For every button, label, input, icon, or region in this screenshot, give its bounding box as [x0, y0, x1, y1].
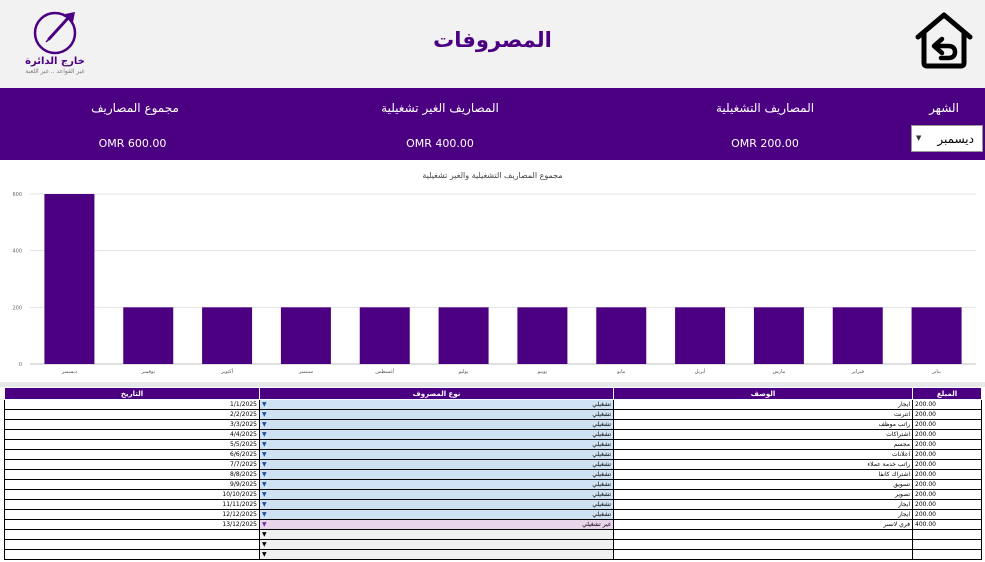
cell-type-value: تشغيلي — [592, 490, 611, 498]
cell-amount[interactable]: 200.00 — [913, 490, 982, 500]
cell-type-value: تشغيلي — [592, 400, 611, 408]
dropdown-arrow-icon: ▼ — [262, 490, 267, 498]
cell-amount[interactable] — [913, 550, 982, 560]
chart-bar — [833, 307, 883, 364]
chart-bar — [754, 307, 804, 364]
cell-type-value: تشغيلي — [592, 430, 611, 438]
total-expenses-value: OMR 600.00 — [98, 137, 167, 150]
chart-bar — [912, 307, 962, 364]
dropdown-arrow-icon: ▼ — [262, 520, 267, 528]
cell-description[interactable]: ايجار — [614, 510, 913, 520]
header-type: نوع المصروف — [260, 388, 614, 400]
table-row — [5, 420, 982, 430]
chart-bar — [439, 307, 489, 364]
y-tick-label: 0 — [18, 362, 22, 368]
table-row — [5, 490, 982, 500]
page-title: المصروفات — [433, 28, 552, 52]
cell-amount[interactable]: 200.00 — [913, 460, 982, 470]
chart-bar — [202, 307, 252, 364]
x-tick-label: مارس — [772, 369, 786, 375]
cell-type-select[interactable] — [260, 510, 614, 520]
cell-description[interactable] — [614, 550, 913, 560]
cell-amount[interactable]: 200.00 — [913, 480, 982, 490]
nonoperating-expenses-label: المصاريف الغير تشغيلية — [381, 101, 499, 115]
cell-amount[interactable]: 200.00 — [913, 440, 982, 450]
cell-description[interactable]: مجسم — [614, 440, 913, 450]
x-tick-label: سبتمبر — [298, 369, 314, 375]
cell-type-value: تشغيلي — [592, 460, 611, 468]
cell-type-value: تشغيلي — [592, 500, 611, 508]
dropdown-arrow-icon: ▼ — [262, 410, 267, 418]
x-tick-label: أبريل — [694, 369, 706, 375]
dropdown-arrow-icon: ▼ — [262, 550, 267, 558]
cell-type-select[interactable] — [260, 500, 614, 510]
month-label: الشهر — [929, 101, 959, 115]
cell-type-select[interactable] — [260, 480, 614, 490]
cell-amount[interactable]: 400.00 — [913, 520, 982, 530]
chart-bar — [517, 307, 567, 364]
cell-type-select[interactable] — [260, 400, 614, 410]
cell-amount[interactable]: 200.00 — [913, 400, 982, 410]
cell-amount[interactable]: 200.00 — [913, 510, 982, 520]
month-select-value: ديسمبر — [937, 132, 974, 146]
cell-date[interactable]: 6/6/2025 — [5, 450, 260, 460]
table-row — [5, 470, 982, 480]
cell-date[interactable]: 3/3/2025 — [5, 420, 260, 430]
x-tick-label: يونيو — [537, 369, 548, 375]
chart-bar — [675, 307, 725, 364]
y-tick-label: 600 — [12, 192, 22, 198]
dropdown-arrow-icon: ▼ — [916, 134, 922, 142]
cell-type-select[interactable] — [260, 410, 614, 420]
cell-date[interactable]: 5/5/2025 — [5, 440, 260, 450]
chart-bar — [596, 307, 646, 364]
cell-date[interactable] — [5, 550, 260, 560]
cell-description[interactable]: راتب موظف — [614, 420, 913, 430]
x-tick-label: يناير — [932, 369, 941, 375]
cell-type-select[interactable] — [260, 420, 614, 430]
cell-amount[interactable]: 200.00 — [913, 470, 982, 480]
chart-bar — [44, 194, 94, 364]
logo-tagline: غير القواعد .. غير اللعبة — [25, 68, 85, 75]
dropdown-arrow-icon: ▼ — [262, 540, 267, 548]
table-row — [5, 440, 982, 450]
cell-description[interactable]: راتب خدمة عملاء — [614, 460, 913, 470]
table-row — [5, 540, 982, 550]
cell-description[interactable] — [614, 540, 913, 550]
cell-type-value: تشغيلي — [592, 440, 611, 448]
cell-type-select[interactable] — [260, 470, 614, 480]
dropdown-arrow-icon: ▼ — [262, 420, 267, 428]
x-tick-label: أغسطس — [375, 369, 395, 375]
cell-type-select[interactable] — [260, 440, 614, 450]
cell-type-select[interactable] — [260, 520, 614, 530]
expenses-table — [4, 387, 982, 560]
header-description: الوصف — [614, 388, 913, 400]
cell-type-value: تشغيلي — [592, 420, 611, 428]
cell-amount[interactable]: 200.00 — [913, 430, 982, 440]
cell-date[interactable]: 10/10/2025 — [5, 490, 260, 500]
cell-type-select[interactable] — [260, 450, 614, 460]
logo-name: خارج الدائرة — [25, 56, 85, 67]
cell-date[interactable]: 11/11/2025 — [5, 500, 260, 510]
table-row — [5, 500, 982, 510]
dropdown-arrow-icon: ▼ — [262, 530, 267, 538]
cell-type-select[interactable] — [260, 550, 614, 560]
cell-description[interactable]: فري لانسر — [614, 520, 913, 530]
cell-date[interactable]: 7/7/2025 — [5, 460, 260, 470]
cell-description[interactable]: اعلانات — [614, 450, 913, 460]
cell-date[interactable] — [5, 540, 260, 550]
cell-type-select[interactable] — [260, 540, 614, 550]
cell-date[interactable]: 8/8/2025 — [5, 470, 260, 480]
expenses-chart — [0, 160, 985, 382]
cell-date[interactable] — [5, 530, 260, 540]
table-row — [5, 400, 982, 410]
cell-description[interactable]: انترنت — [614, 410, 913, 420]
header-amount: المبلغ — [913, 388, 982, 400]
cell-type-select[interactable] — [260, 460, 614, 470]
summary-panel — [0, 88, 985, 160]
dropdown-arrow-icon: ▼ — [262, 480, 267, 488]
chart-bar — [281, 307, 331, 364]
x-tick-label: مايو — [617, 369, 626, 375]
cell-amount[interactable]: 200.00 — [913, 410, 982, 420]
cell-type-value: تشغيلي — [592, 410, 611, 418]
operating-expenses-value: OMR 200.00 — [731, 137, 799, 150]
operating-expenses-label: المصاريف التشغيلية — [715, 101, 815, 115]
cell-type-value: تشغيلي — [592, 480, 611, 488]
table-row — [5, 450, 982, 460]
cell-date[interactable]: 12/12/2025 — [5, 510, 260, 520]
cell-type-select[interactable] — [260, 430, 614, 440]
y-tick-label: 200 — [12, 305, 22, 312]
home-back-button[interactable] — [913, 10, 975, 70]
table-row — [5, 550, 982, 560]
cell-type-value: تشغيلي — [592, 470, 611, 478]
dropdown-arrow-icon: ▼ — [262, 430, 267, 438]
cell-date[interactable]: 4/4/2025 — [5, 430, 260, 440]
cell-type-value: تشغيلي — [592, 510, 611, 518]
dropdown-arrow-icon: ▼ — [262, 510, 267, 518]
chart-bar — [123, 307, 173, 364]
table-row — [5, 410, 982, 420]
home-back-icon — [913, 10, 975, 70]
cell-date[interactable]: 2/2/2025 — [5, 410, 260, 420]
cell-description[interactable] — [614, 530, 913, 540]
cell-amount[interactable]: 200.00 — [913, 420, 982, 430]
month-select[interactable] — [911, 125, 983, 152]
dropdown-arrow-icon: ▼ — [262, 470, 267, 478]
dropdown-arrow-icon: ▼ — [262, 500, 267, 508]
cell-amount[interactable]: 200.00 — [913, 500, 982, 510]
cell-description[interactable]: تسويق — [614, 480, 913, 490]
cell-type-select[interactable] — [260, 530, 614, 540]
x-tick-label: نوفمبر — [141, 369, 156, 375]
cell-amount[interactable] — [913, 540, 982, 550]
nonoperating-expenses-value: OMR 400.00 — [406, 137, 474, 150]
chart-plot — [0, 160, 985, 382]
cell-amount[interactable]: 200.00 — [913, 450, 982, 460]
table-row — [5, 530, 982, 540]
total-expenses-label: مجموع المصاريف — [91, 101, 179, 115]
x-tick-label: ديسمبر — [61, 369, 78, 375]
cell-description[interactable]: تصوير — [614, 490, 913, 500]
table-row — [5, 520, 982, 530]
header-date: التاريخ — [5, 388, 260, 400]
dropdown-arrow-icon: ▼ — [262, 440, 267, 448]
cell-date[interactable]: 13/12/2025 — [5, 520, 260, 530]
x-tick-label: أكتوبر — [221, 369, 234, 375]
x-tick-label: فبراير — [851, 369, 864, 375]
cell-description[interactable]: ايجار — [614, 500, 913, 510]
cell-description[interactable]: ايجار — [614, 400, 913, 410]
table-row — [5, 480, 982, 490]
x-tick-label: يوليو — [458, 369, 469, 375]
dropdown-arrow-icon: ▼ — [262, 450, 267, 458]
dropdown-arrow-icon: ▼ — [262, 400, 267, 408]
expenses-table-body — [5, 400, 982, 560]
cell-amount[interactable] — [913, 530, 982, 540]
table-row — [5, 430, 982, 440]
table-row — [5, 460, 982, 470]
y-tick-label: 400 — [12, 248, 22, 255]
cell-type-select[interactable] — [260, 490, 614, 500]
table-header-row — [5, 388, 982, 400]
cell-date[interactable]: 1/1/2025 — [5, 400, 260, 410]
table-row — [5, 510, 982, 520]
cell-type-value: تشغيلي — [592, 450, 611, 458]
cell-description[interactable]: اشتراكات — [614, 430, 913, 440]
cell-type-value: غير تشغيلي — [582, 520, 611, 528]
chart-bar — [360, 307, 410, 364]
chart-title: مجموع المصاريف التشغيلية والغير تشغيلية — [422, 171, 563, 180]
header-bar — [0, 0, 985, 88]
cell-description[interactable]: اشتراك كانفا — [614, 470, 913, 480]
dropdown-arrow-icon: ▼ — [262, 460, 267, 468]
cell-date[interactable]: 9/9/2025 — [5, 480, 260, 490]
